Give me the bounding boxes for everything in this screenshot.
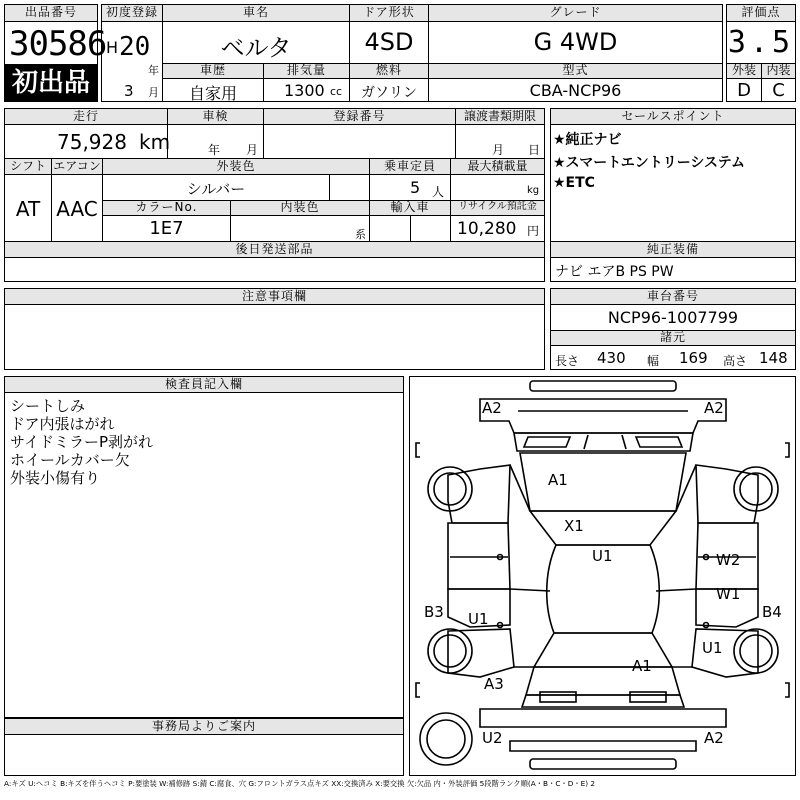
genuine-equipment-cell — [550, 257, 796, 282]
history-cell — [162, 78, 264, 102]
history-label: 車歴 — [162, 63, 264, 79]
ext-color-extra-cell — [329, 174, 370, 201]
width-value: 169 — [679, 349, 708, 367]
office-label: 事務局よりご案内 — [4, 718, 404, 735]
reg-year-unit: 年 — [148, 64, 159, 77]
inspector-note: シートしみ — [10, 397, 86, 415]
door-value: 4SD — [364, 28, 414, 56]
mileage-unit: km — [139, 130, 171, 154]
chassis-cell — [550, 304, 796, 331]
shift-label: シフト — [4, 158, 52, 175]
int-color-cell — [230, 215, 370, 242]
damage-mark-a2-front-left: A2 — [482, 399, 502, 417]
damage-mark-x1-windshield: X1 — [564, 517, 584, 535]
interior-grade: C — [772, 80, 785, 101]
score-value: 3.5 — [727, 25, 795, 60]
score-cell — [726, 21, 796, 64]
color-no-cell — [102, 215, 231, 242]
grade-value: G 4WD — [533, 28, 618, 56]
lot-number: 30586 — [9, 24, 107, 64]
model-code-value: CBA-NCP96 — [529, 81, 622, 100]
interior-grade-cell — [761, 78, 796, 102]
damage-mark-u2-rear-left: U2 — [482, 729, 503, 747]
load-label: 最大積載量 — [450, 158, 545, 175]
plate-label: 登録番号 — [263, 108, 456, 125]
recycle-cell — [450, 215, 545, 242]
load-unit: kg — [527, 185, 540, 196]
inspector-cell — [4, 392, 404, 718]
dims-label: 諸元 — [550, 330, 796, 346]
height-label: 高さ — [723, 354, 748, 368]
plate-cell — [263, 124, 456, 159]
lot-label: 出品番号 — [4, 4, 98, 22]
office-cell — [4, 734, 404, 776]
seats-cell — [369, 174, 451, 201]
car-diagram-frame — [409, 376, 796, 776]
exterior-grade-cell — [726, 78, 762, 102]
reg-month: 3 — [124, 82, 134, 100]
inspection-cell — [167, 124, 264, 159]
door-label: ドア形状 — [349, 4, 429, 22]
displacement-cell — [263, 78, 350, 102]
ext-color-value: シルバー — [186, 180, 246, 198]
seats-value: 5 — [410, 178, 421, 197]
length-label: 長さ — [555, 354, 580, 368]
inspector-note: 外装小傷有り — [10, 469, 101, 487]
exterior-grade: D — [737, 80, 751, 101]
damage-mark-a1-hood: A1 — [548, 471, 568, 489]
first-reg-label: 初度登録 — [101, 4, 163, 22]
fuel-label: 燃料 — [349, 63, 429, 79]
car-diagram — [410, 377, 795, 775]
inspection-month-unit: 月 — [246, 143, 259, 157]
car-name-cell — [162, 21, 350, 64]
inspection-label: 車検 — [167, 108, 264, 125]
int-color-label: 内装色 — [230, 200, 370, 216]
ext-color-label: 外装色 — [102, 158, 370, 175]
exterior-grade-label: 外装 — [726, 63, 762, 79]
damage-mark-w2-right: W2 — [716, 551, 741, 569]
inspector-note: ドア内張はがれ — [10, 415, 115, 433]
door-cell — [349, 21, 429, 64]
genuine-equipment-value: ナビ エアB PS PW — [555, 264, 674, 280]
fuel-cell — [349, 78, 429, 102]
recycle-label: リサイクル預託金 — [450, 200, 545, 216]
color-no-label: カラーNo. — [102, 200, 231, 216]
inspection-year-unit: 年 — [208, 143, 221, 157]
displacement-unit: cc — [330, 85, 343, 98]
interior-grade-label: 内装 — [761, 63, 796, 79]
transfer-month-unit: 月 — [492, 143, 505, 157]
width-label: 幅 — [647, 354, 660, 368]
history-value: 自家用 — [188, 84, 237, 103]
damage-mark-b4-right: B4 — [762, 603, 782, 621]
int-color-unit: 系 — [355, 228, 366, 241]
damage-mark-a3-left-rear: A3 — [484, 675, 504, 693]
notes-label: 注意事項欄 — [4, 288, 545, 305]
load-cell — [450, 174, 545, 201]
inspector-note: サイドミラーP剥がれ — [10, 433, 153, 451]
damage-mark-a2-rear-right: A2 — [704, 729, 724, 747]
shift-cell — [4, 174, 52, 242]
import-cell — [369, 215, 411, 242]
score-label: 評価点 — [726, 4, 796, 22]
seats-unit: 人 — [432, 185, 445, 199]
recycle-unit: 円 — [527, 224, 540, 238]
damage-mark-w1-right: W1 — [716, 585, 741, 603]
mileage-label: 走行 — [4, 108, 168, 125]
damage-mark-u1-left-door: U1 — [468, 610, 489, 628]
dims-cell — [550, 345, 796, 370]
displacement-label: 排気量 — [263, 63, 350, 79]
fuel-value: ガソリン — [361, 85, 417, 101]
later-parts-label: 後日発送部品 — [4, 241, 545, 258]
legend-footer: A:キズ U:ヘコミ B:キズを伴うヘコミ P:要塗装 W:補修跡 S:錆 C:腐食、穴 G:フロントガラス点キズ XX:交換済み X:要交換 欠:欠品 内・外装評価 5段階ランク順(A・B・C・D・E) 2 — [4, 779, 596, 788]
transfer-day-unit: 日 — [528, 143, 541, 157]
color-no-value: 1E7 — [149, 218, 184, 239]
sales-point-item: ★ETC — [553, 175, 595, 191]
sales-points-cell — [550, 124, 796, 242]
chassis-label: 車台番号 — [550, 288, 796, 305]
transfer-label: 譲渡書類期限 — [455, 108, 545, 125]
inspector-note: ホイールカバー欠 — [10, 451, 130, 469]
mileage-value: 75,928 — [57, 130, 127, 154]
ac-cell — [51, 174, 103, 242]
damage-mark-u1-roof: U1 — [592, 547, 613, 565]
grade-cell — [428, 21, 723, 64]
length-value: 430 — [597, 349, 626, 367]
inspector-label: 検査員記入欄 — [4, 376, 404, 393]
import-label: 輸入車 — [369, 200, 451, 216]
reg-year: 20 — [119, 32, 151, 62]
model-code-label: 型式 — [428, 63, 723, 79]
height-value: 148 — [759, 349, 788, 367]
mileage-cell — [4, 124, 171, 159]
chassis-value: NCP96-1007799 — [607, 308, 739, 327]
later-parts-cell — [4, 257, 545, 282]
displacement-value: 1300 — [284, 81, 325, 100]
genuine-equipment-label: 純正装備 — [550, 241, 796, 258]
first-reg-cell — [101, 21, 163, 102]
notes-cell — [4, 304, 545, 370]
first-listing-badge: 初出品 — [4, 64, 98, 102]
car-name-label: 車名 — [162, 4, 350, 22]
damage-mark-a1-trunk: A1 — [632, 657, 652, 675]
recycle-value: 10,280 — [457, 219, 517, 239]
lot-cell — [4, 21, 107, 65]
sales-points-label: セールスポイント — [550, 108, 796, 125]
sales-point-item: ★純正ナビ — [553, 132, 622, 148]
ac-label: エアコン — [51, 158, 103, 175]
shift-value: AT — [15, 197, 41, 221]
damage-mark-a2-front-right: A2 — [704, 399, 724, 417]
grade-label: グレード — [428, 4, 723, 22]
ext-color-cell — [102, 174, 330, 201]
import-cell-2 — [410, 215, 451, 242]
era-prefix: H — [106, 38, 119, 57]
ac-value: AAC — [56, 197, 98, 221]
reg-month-unit: 月 — [148, 86, 159, 99]
damage-mark-b3-left: B3 — [424, 603, 444, 621]
damage-mark-u1-right-rear: U1 — [702, 639, 723, 657]
seats-label: 乗車定員 — [369, 158, 451, 175]
model-code-cell — [428, 78, 723, 102]
transfer-cell — [455, 124, 545, 159]
sales-point-item: ★スマートエントリーシステム — [553, 155, 746, 171]
car-name: ベルタ — [220, 34, 292, 62]
